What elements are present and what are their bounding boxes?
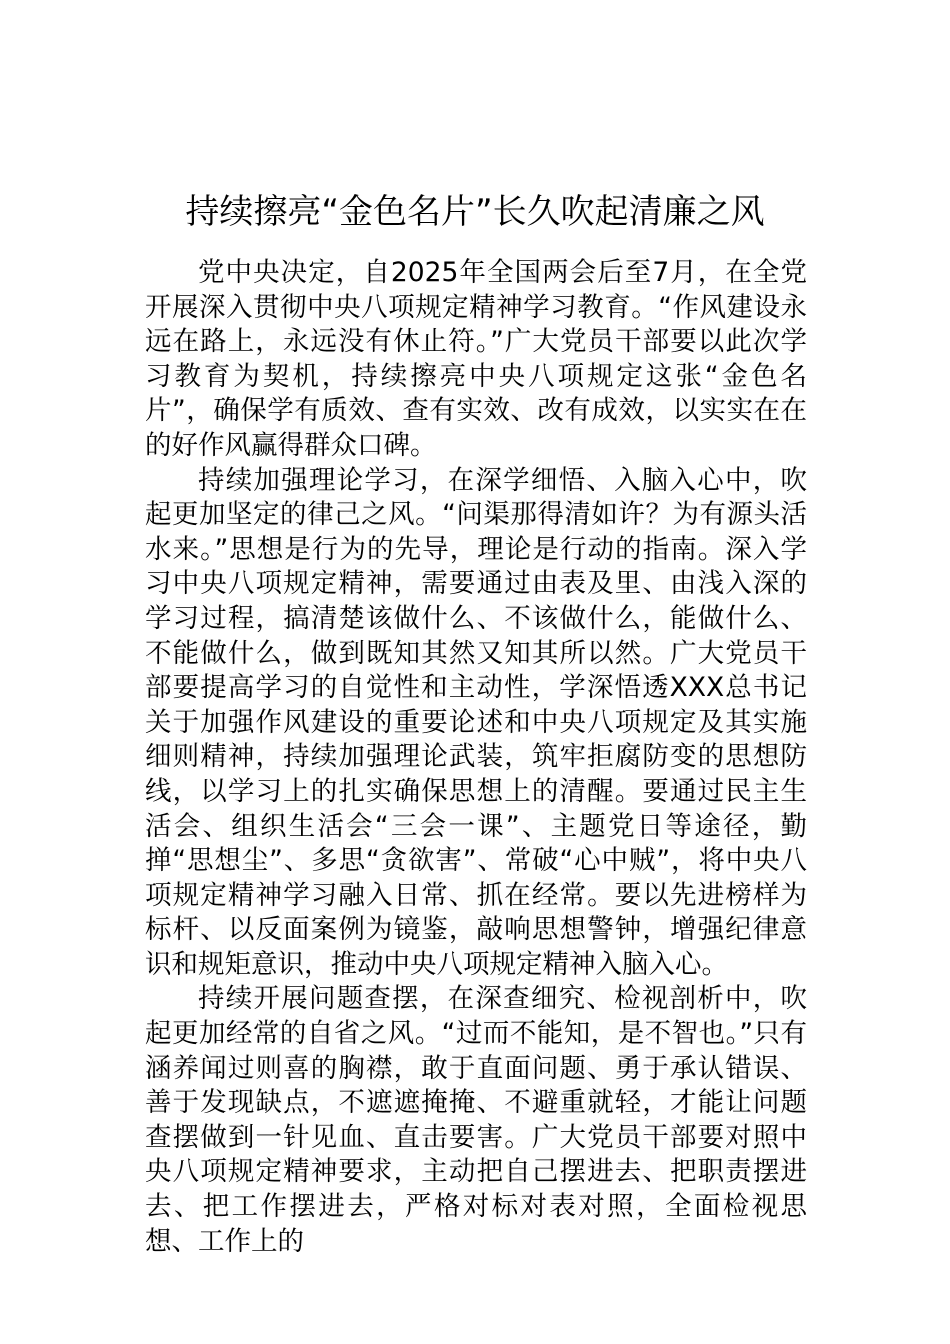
paragraph-1: 党中央决定，自2025年全国两会后至7月，在全党开展深入贯彻中央八项规定精神学习教育。“作风建设永远在路上，永远没有休止符。”广大党员干部要以此次学习教育为契机，持续擦亮中央八项规定这张“金色名片”，确保学有质效、查有实效、改有成效，以实实在在的好作风赢得群众口碑。 (145, 257, 807, 461)
document-title: 持续擦亮“金色名片”长久吹起清廉之风 (185, 191, 765, 232)
paragraph-3: 持续开展问题查摆，在深查细究、检视剖析中，吹起更加经常的自省之风。“过而不能知，是不智也。”只有涵养闻过则喜的胸襟，敢于直面问题、勇于承认错误、善于发现缺点，不遮遮掩掩、不避重就轻，才能让问题查摆做到一针见血、直击要害。广大党员干部要对照中央八项规定精神要求，主动把自己摆进去、把职责摆进去、把工作摆进去，严格对标对表对照，全面检视思想、工作上的 (145, 983, 807, 1257)
paragraph-2: 持续加强理论学习，在深学细悟、入脑入心中，吹起更加坚定的律己之风。“问渠那得清如许？为有源头活水来。”思想是行为的先导，理论是行动的指南。深入学习中央八项规定精神，需要通过由表及里、由浅入深的学习过程，搞清楚该做什么、不该做什么，能做什么、不能做什么，做到既知其然又知其所以然。广大党员干部要提高学习的自觉性和主动性，学深悟透XXX总书记关于加强作风建设的重要论述和中央八项规定及其实施细则精神，持续加强理论武装，筑牢拒腐防变的思想防线，以学习上的扎实确保思想上的清醒。要通过民主生活会、组织生活会“三会一课”、主题党日等途径，勤掸“思想尘”、多思“贪欲害”、常破“心中贼”，将中央八项规定精神学习融入日常、抓在经常。要以先进榜样为标杆、以反面案例为镜鉴，敲响思想警钟，增强纪律意识和规矩意识，推动中央八项规定精神入脑入心。 (145, 464, 807, 980)
document-body (145, 256, 807, 1259)
